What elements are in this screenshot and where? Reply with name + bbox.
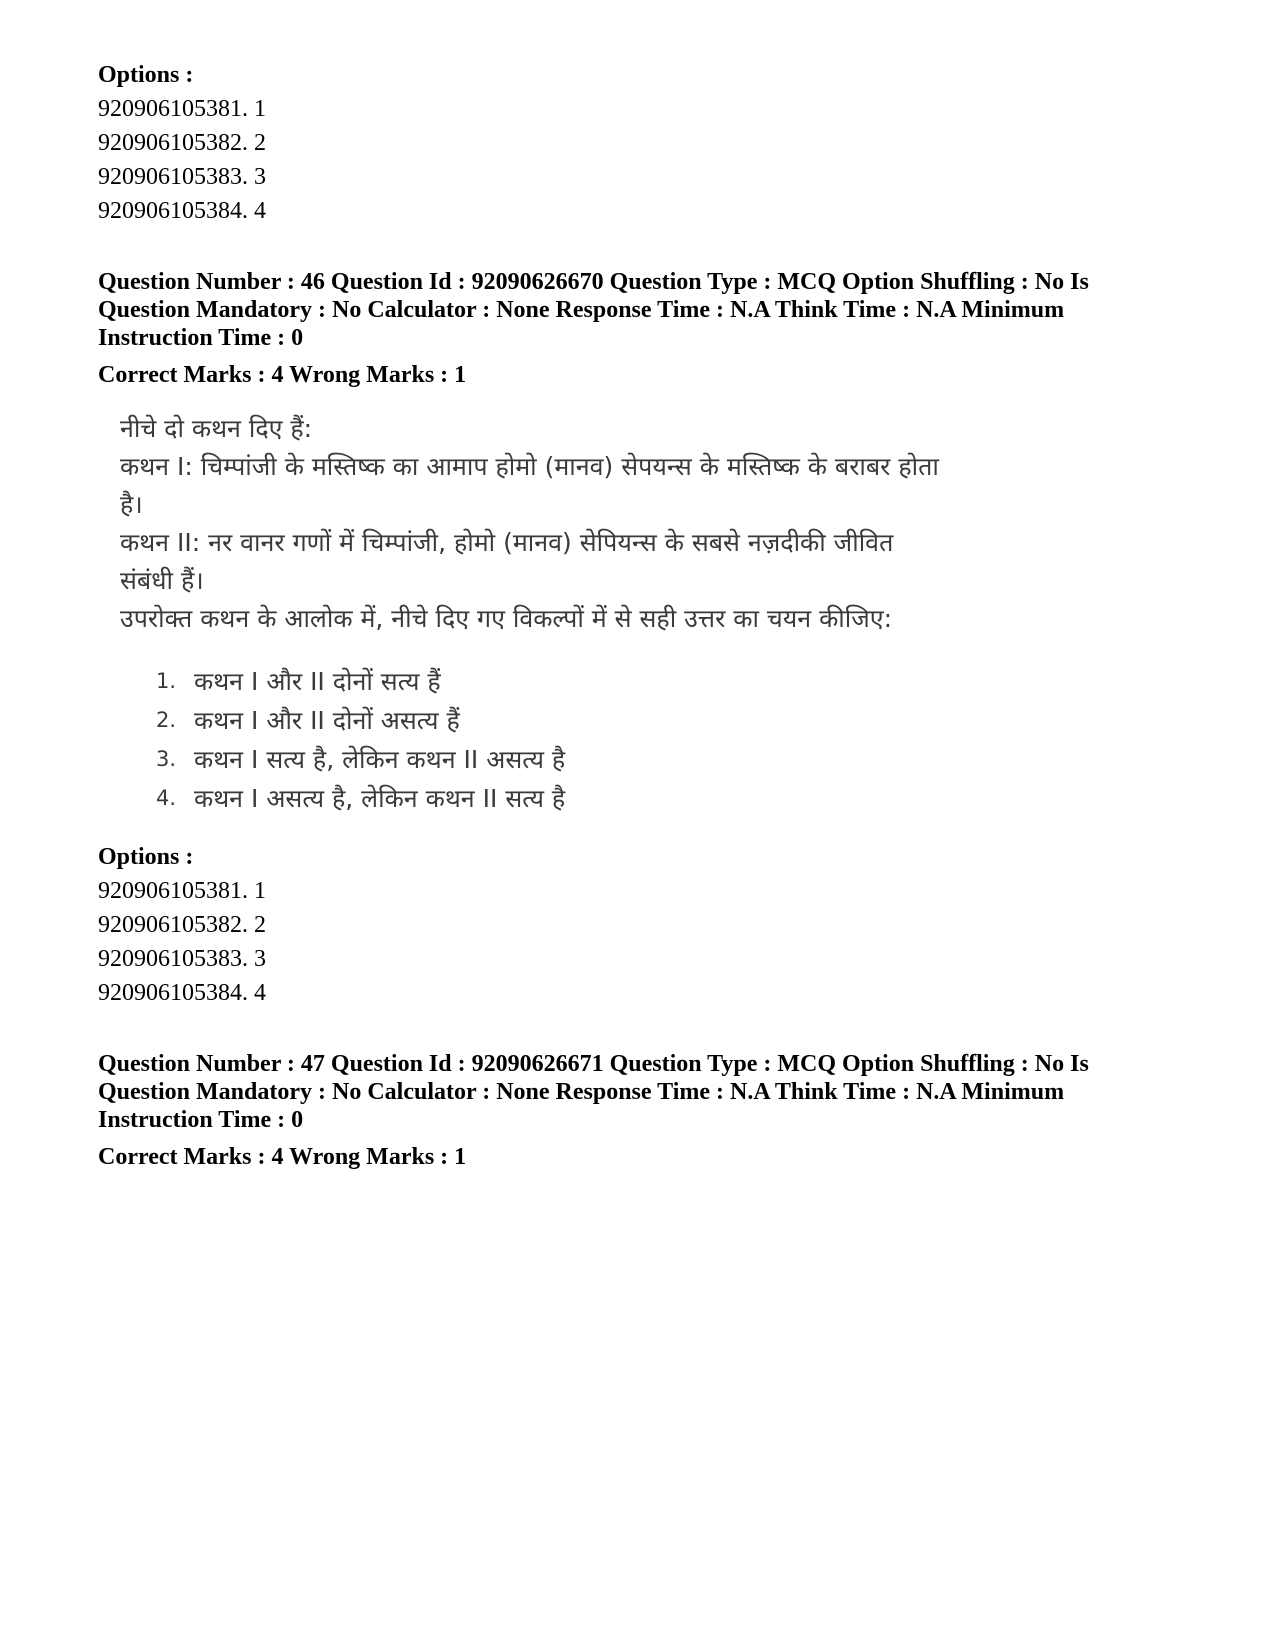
options-block-prev <box>98 58 1178 228</box>
question-47 <box>98 1050 1178 1174</box>
choice-item <box>156 779 1000 818</box>
choice-item <box>156 662 1000 701</box>
option-line: 920906105384. 4 <box>98 980 266 1006</box>
choice-item <box>156 701 1000 740</box>
choice-number: 2. <box>156 708 177 732</box>
question-intro: नीचे दो कथन दिए हैं: <box>120 414 313 443</box>
question-marks: Correct Marks : 4 Wrong Marks : 1 <box>98 1144 467 1170</box>
option-line: 920906105383. 3 <box>98 164 266 190</box>
question-header: Question Number : 46 Question Id : 92090626670 Question Type : MCQ Option Shuffling : No Is Question Mandatory : No Calculator : None Response Time : N.A Think Time : N.A Minimum Instruction Time : 0 <box>98 269 1089 351</box>
option-line: 920906105382. 2 <box>98 130 266 156</box>
statement-2: कथन II: नर वानर गणों में चिम्पांजी, होमो (मानव) सेपियन्स के सबसे नज़दीकी जीवित संबंधी हैं। <box>120 528 894 595</box>
choice-number: 3. <box>156 747 177 771</box>
option-line: 920906105381. 1 <box>98 878 266 904</box>
choice-item <box>156 740 1000 779</box>
choice-list <box>120 662 1000 818</box>
option-line: 920906105381. 1 <box>98 96 266 122</box>
option-line: 920906105384. 4 <box>98 198 266 224</box>
statement-1: कथन I: चिम्पांजी के मस्तिष्क का आमाप होमो (मानव) सेपयन्स के मस्तिष्क के बराबर होता है। <box>120 452 939 519</box>
choice-text: कथन I सत्य है, लेकिन कथन II असत्य है <box>194 745 566 774</box>
choice-number: 4. <box>156 786 177 810</box>
options-block-46 <box>98 840 1178 1010</box>
document-page <box>98 58 1178 1174</box>
option-line: 920906105382. 2 <box>98 912 266 938</box>
choice-number: 1. <box>156 669 177 693</box>
question-header: Question Number : 47 Question Id : 92090626671 Question Type : MCQ Option Shuffling : No Is Question Mandatory : No Calculator : None Response Time : N.A Think Time : N.A Minimum Instruction Time : 0 <box>98 1051 1089 1133</box>
choice-text: कथन I और II दोनों असत्य हैं <box>194 706 460 735</box>
choice-text: कथन I असत्य है, लेकिन कथन II सत्य है <box>194 784 566 813</box>
options-heading: Options : <box>98 62 194 88</box>
option-line: 920906105383. 3 <box>98 946 266 972</box>
choice-text: कथन I और II दोनों सत्य हैं <box>194 667 441 696</box>
options-heading: Options : <box>98 844 194 870</box>
question-marks: Correct Marks : 4 Wrong Marks : 1 <box>98 362 467 388</box>
question-instruction: उपरोक्त कथन के आलोक में, नीचे दिए गए विकल्पों में से सही उत्तर का चयन कीजिए: <box>120 604 893 633</box>
question-46 <box>98 268 1178 1010</box>
question-body-hindi <box>98 410 1000 818</box>
